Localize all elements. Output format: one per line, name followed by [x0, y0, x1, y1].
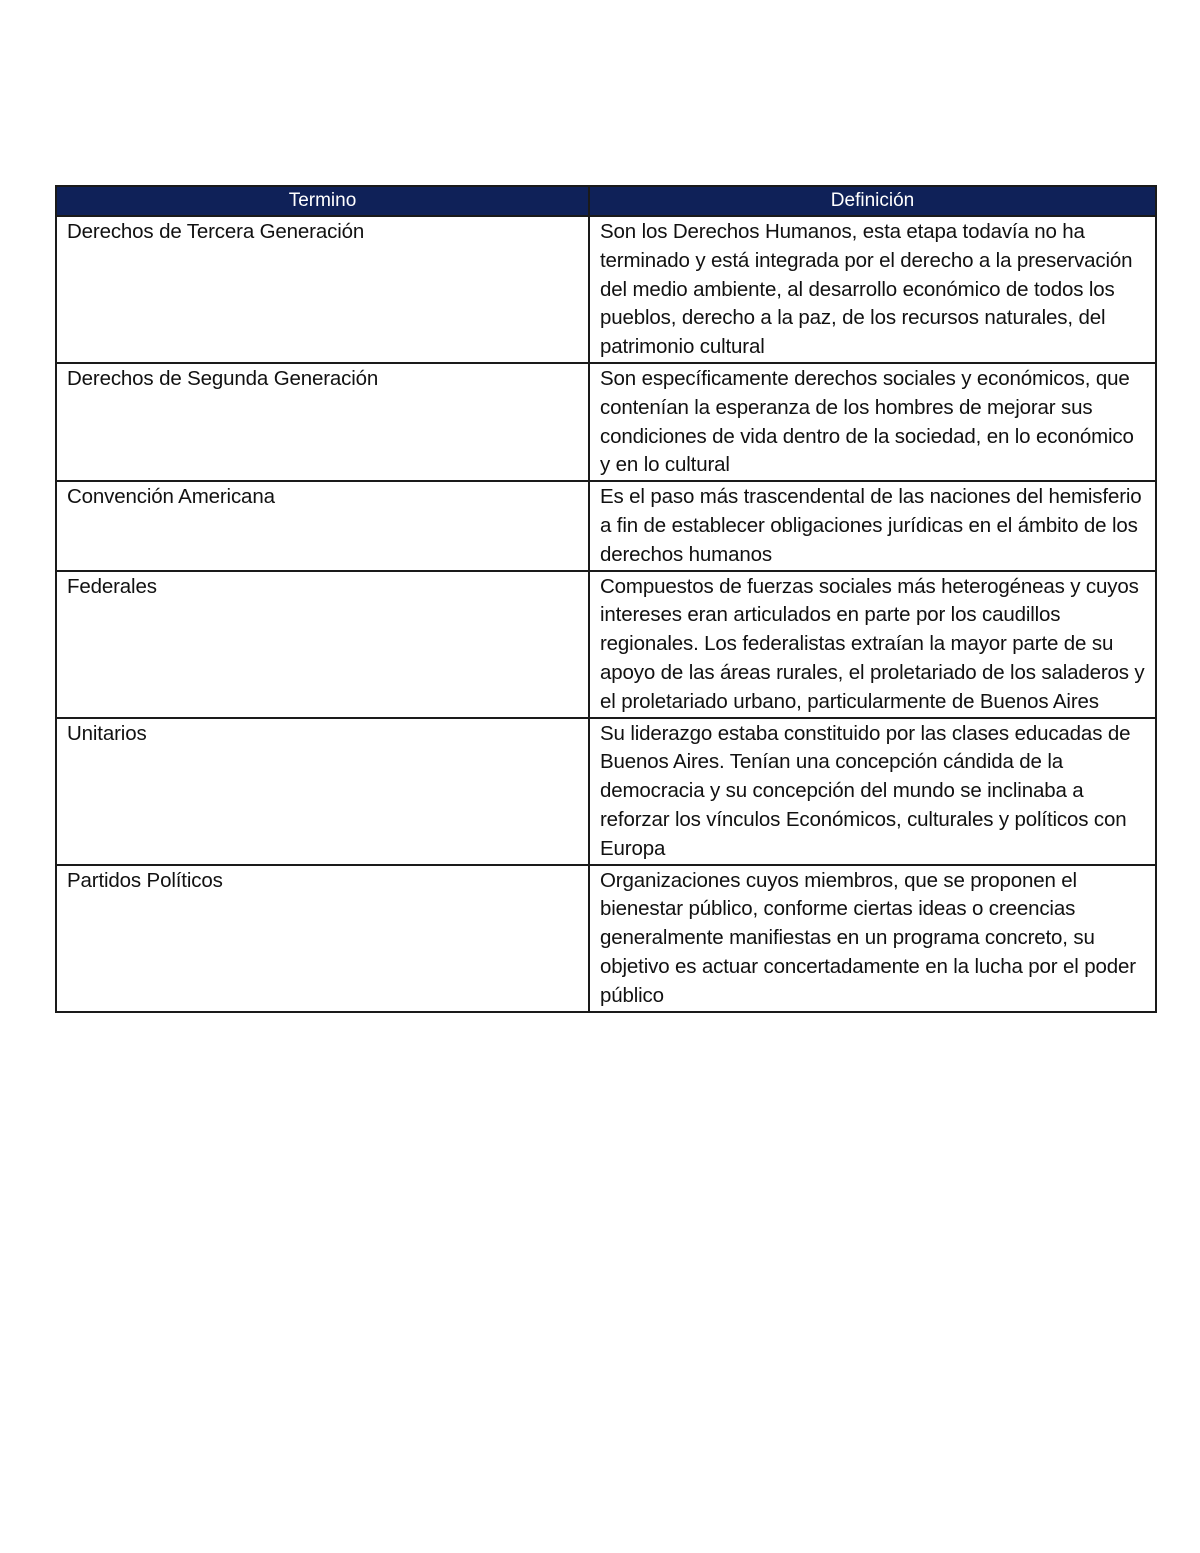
- term-cell: Unitarios: [56, 718, 589, 865]
- definition-cell: Organizaciones cuyos miembros, que se proponen el bienestar público, conforme ciertas ideas o creencias generalmente manifiestas en un programa concreto, su objetivo es actuar concertadamente en la lucha por el poder público: [589, 865, 1156, 1012]
- definition-cell: Es el paso más trascendental de las naciones del hemisferio a fin de establecer obligaciones jurídicas en el ámbito de los derechos humanos: [589, 481, 1156, 570]
- table-row: [56, 481, 1156, 570]
- header-definition: Definición: [589, 186, 1156, 216]
- table-row: [56, 216, 1156, 363]
- table-row: [56, 363, 1156, 481]
- table-header-row: [56, 186, 1156, 216]
- term-cell: Derechos de Tercera Generación: [56, 216, 589, 363]
- header-term: Termino: [56, 186, 589, 216]
- definition-cell: Compuestos de fuerzas sociales más heterogéneas y cuyos intereses eran articulados en parte por los caudillos regionales. Los federalistas extraían la mayor parte de su apoyo de las áreas rurales, el proletariado de los saladeros y el proletariado urbano, particularmente de Buenos Aires: [589, 571, 1156, 718]
- table-row: [56, 718, 1156, 865]
- term-cell: Derechos de Segunda Generación: [56, 363, 589, 481]
- table-row: [56, 571, 1156, 718]
- term-cell: Convención Americana: [56, 481, 589, 570]
- definition-cell: Son los Derechos Humanos, esta etapa todavía no ha terminado y está integrada por el derecho a la preservación del medio ambiente, al desarrollo económico de todos los pueblos, derecho a la paz, de los recursos naturales, del patrimonio cultural: [589, 216, 1156, 363]
- term-cell: Federales: [56, 571, 589, 718]
- term-cell: Partidos Políticos: [56, 865, 589, 1012]
- glossary-table: [55, 185, 1157, 1013]
- definition-cell: Su liderazgo estaba constituido por las clases educadas de Buenos Aires. Tenían una concepción cándida de la democracia y su concepción del mundo se inclinaba a reforzar los vínculos Económicos, culturales y políticos con Europa: [589, 718, 1156, 865]
- table-row: [56, 865, 1156, 1012]
- definition-cell: Son específicamente derechos sociales y económicos, que contenían la esperanza de los hombres de mejorar sus condiciones de vida dentro de la sociedad, en lo económico y en lo cultural: [589, 363, 1156, 481]
